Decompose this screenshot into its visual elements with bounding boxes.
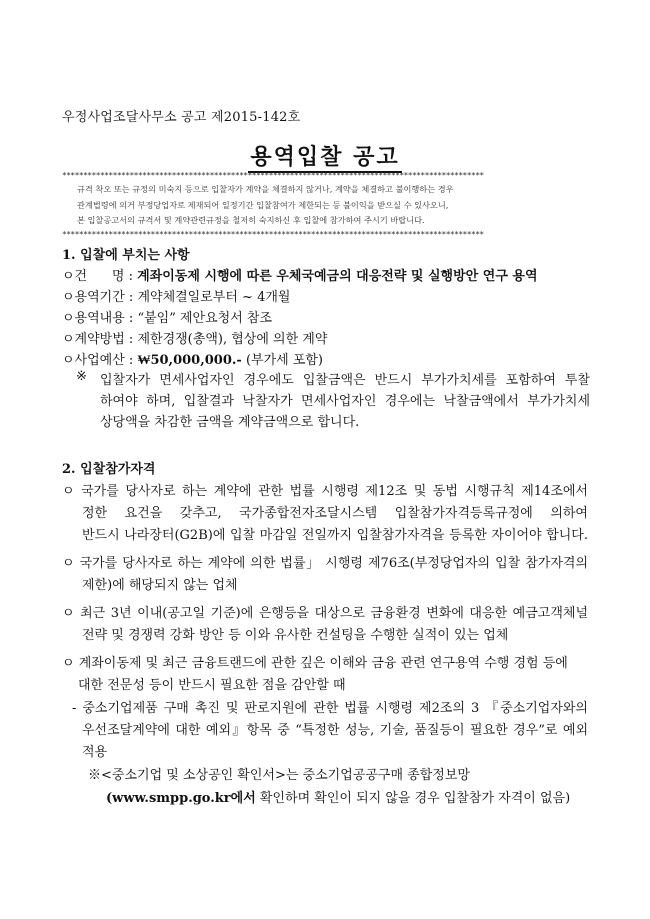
qual1-line-1: ㅇ 국가를 당사자로 하는 계약에 관한 법률 시행령 제12조 및 동법 시행규칙 제14조에서 [62,484,588,499]
item-label: ㅇ용역내용 : [62,311,134,326]
certificate-note: ※<중소기업 및 소상공인 확인서>는 중소기업공공구매 종합정보망 [88,768,470,783]
note-line-1: 입찰자가 면세사업자인 경우에도 입찰금액은 반드시 부가가치세를 포함하여 투찰 [100,373,590,388]
notice-line-3: 본 입찰공고서의 규격서 및 계약관련규정을 철저히 숙지하신 후 입찰에 참가하여 주시기 바랍니다. [77,215,425,225]
item-label: ㅇ용역기간 : [62,290,134,305]
section1-heading: 1. 입찰에 부치는 사항 [62,248,190,263]
item-project-name [62,265,538,284]
certificate-url-note [106,787,570,806]
exception-line-2: 우선조달계약에 대한 예외』항목 중 “특정한 성능, 기술, 품질등이 필요한 경우”로 예외 [82,723,588,738]
item-budget [62,349,323,368]
item-label: ㅇ건 명 : [62,269,133,284]
item-value: “붙임” 제안요청서 참조 [137,311,273,326]
item-content [62,307,272,326]
notice-line-2: 관계법령에 의거 부정당업자로 제재되어 일정기간 입찰참여가 제한되는 등 불이익을 받으실 수 있사오니, [77,200,449,210]
qual4-line-1: ㅇ 계좌이동제 및 최근 금융트랜드에 관한 깊은 이해와 금융 관련 연구용역 수행 경험 등에 [62,656,568,671]
item-label: ㅇ사업예산 : [62,353,134,368]
url-suffix: 에서 [230,791,256,806]
section2-heading: 2. 입찰참가자격 [62,462,156,477]
notice-reference-number: 우정사업조달사무소 공고 제2015-142호 [62,110,301,125]
item-period [62,286,290,305]
document-title-text: 용역입찰 공고 [248,144,401,173]
qual1-line-3: 반드시 나라장터(G2B)에 입찰 마감일 전일까지 입찰참가자격을 등록한 자이어야 합니다. [82,528,588,543]
item-value: 계좌이동제 시행에 따른 우체국예금의 대응전략 및 실행방안 연구 용역 [137,269,538,284]
qual3-line-1: ㅇ 최근 3년 이내(공고일 기준)에 은행등을 대상으로 금융환경 변화에 대응한 예금고객체널 [62,606,588,621]
qual1-line-2: 정한 요건을 갖추고, 국가종합전자조달시스템 입찰참가자격등록규정에 의하여 [82,506,588,521]
item-value: 계약체결일로부터 ~ 4개월 [137,290,291,305]
item-value-amount: ₩50,000,000.- [137,353,242,368]
qual2-line-2: 제한)에 해당되지 않는 업체 [82,578,238,593]
notice-border-top: **************************************************************************************************** [62,172,484,180]
exception-line-3: 적용 [82,745,108,760]
note-mark: ※ [76,369,87,384]
qual2-line-1: ㅇ 국가를 당사자로 하는 계약에 의한 법률」 시행령 제76조(부정당업자의 입찰 참가자격의 [62,556,588,571]
qual3-line-2: 전략 및 경쟁력 강화 방안 등 이와 유사한 컨설팅을 수행한 실적이 있는 업체 [82,628,509,643]
notice-line-1: 규격 착오 또는 규정의 미숙지 등으로 입찰자가 계약을 체결하지 않거나, 계약을 체결하고 불이행하는 경우 [77,184,454,194]
item-value: (부가세 포함) [245,353,324,368]
item-label: ㅇ계약방법 : [62,332,134,347]
item-contract-method [62,328,327,347]
url-note-rest: 확인하며 확인이 되지 않을 경우 입찰참가 자격이 없음) [255,791,571,806]
smpp-link[interactable]: (www.smpp.go.kr [106,791,231,806]
notice-border-bottom: **************************************************************************************************** [62,231,484,239]
exception-line-1: - 중소기업제품 구매 촉진 및 판로지원에 관한 법률 시행령 제2조의 3 『중소기업자와의 [72,701,588,716]
document-title [0,140,650,171]
note-line-3: 상당액을 차감한 금액을 계약금액으로 합니다. [100,415,360,430]
item-value: 제한경쟁(총액), 협상에 의한 계약 [137,332,328,347]
note-line-2: 하여야 하며, 입찰결과 낙찰자가 면세사업자인 경우에는 낙찰금액에서 부가가치세 [100,394,590,409]
qual4-line-2: 대한 전문성 등이 반드시 필요한 점을 감안할 때 [78,678,346,693]
